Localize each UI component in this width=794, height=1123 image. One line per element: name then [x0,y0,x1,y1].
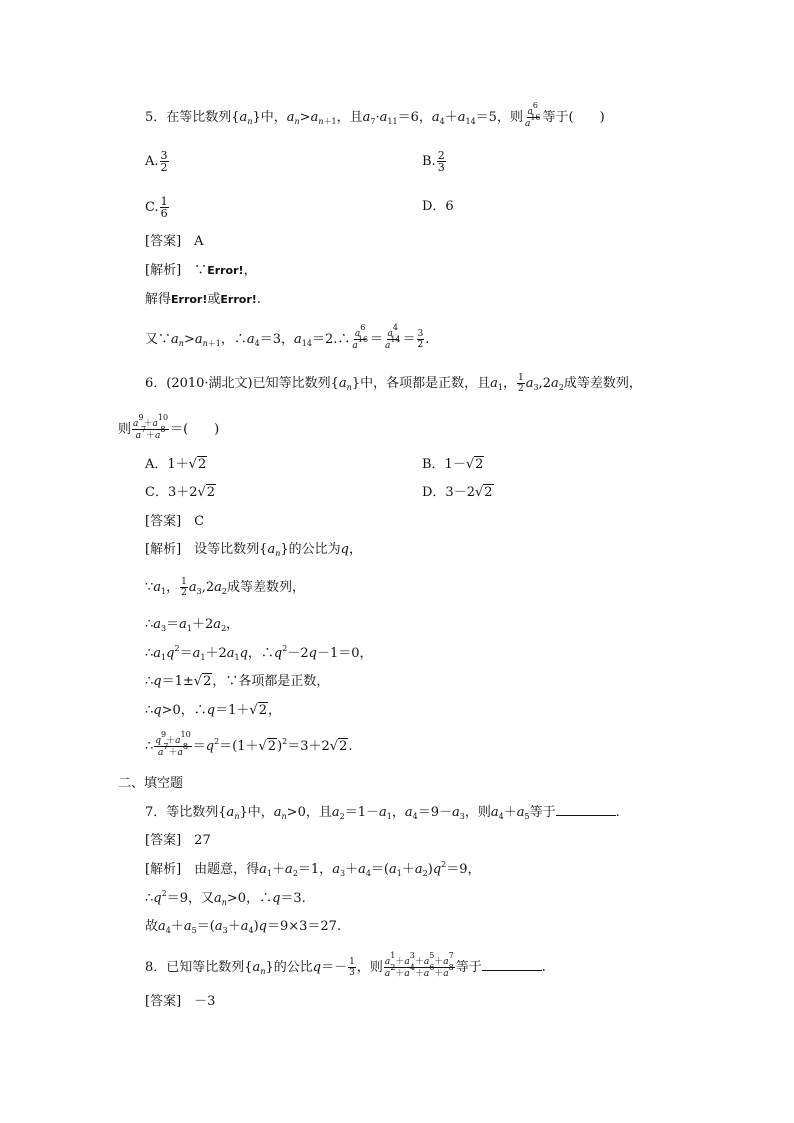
q6-analysis-6: ∴q>0，∴q＝1＋√2， [145,703,281,718]
q6-analysis-4: $\therefore a_1q^2=a_1+2a_1q$，$\therefore q^2-2q-1=0$， [145,644,373,662]
q6-analysis-5: ∴q＝1±√2，∵各项都是正数， [145,674,330,689]
q6-stem: 6．(2010·湖北文)已知等比数列$\{a_n\}$中，各项都是正数，且$a_1$， $\frac{1}{2}$ $a_3,2a_2$成等差数列， [145,373,642,394]
q6-option-d: D．3－2√2 [422,485,493,500]
q5-analysis-2: 解得Error!或Error!. [145,292,261,307]
q6-option-b: B．1－√2 [422,457,484,472]
q6-analysis-1: [解析] 设等比数列$\{a_n\}$的公比为q， [145,542,362,558]
q5-stem [145,101,605,129]
q8-stem: 8．已知等比数列$\{a_n\}$的公比q＝－ $\frac{1}{3}$ ，则 $\frac{a^1+a^3+a^5+a^7}{a^2+a^4+a^6+a^8}$ 等于 . [145,951,546,979]
q5-option-b: B. $\frac{2}{3}$ [422,149,445,174]
q7-analysis-2: $\therefore q^2=9$，又$a_n>0$，∴q＝3. [145,889,306,907]
section-heading: 二、填空题 [118,776,184,791]
q5-analysis-1: [解析] ∵Error!， [145,263,257,278]
q5-option-d: D．6 [422,199,454,214]
q6-ask: 则 $\frac{a^9+a^{10}}{a^7+a^8}$ ＝( ) [118,413,220,441]
q8-blank[interactable] [482,960,542,971]
q6-analysis-3: $\therefore a_3=a_1+2a_2$， [145,617,240,633]
q7-analysis-3: 故$a_4+a_5=(a_3+a_4)q=9\times 3=27$. [145,919,342,935]
q5-option-c: C. $\frac{1}{6}$ [145,195,168,220]
q6-analysis-7: ∴ $\frac{q^9+a^{10}}{a^7+a^8}$ $=q^2=(1+√2)^2=3+2√2$. [145,730,353,758]
q5-option-a: A. $\frac{3}{2}$ [145,149,168,174]
q5-analysis-3: 又$\because a_n>a_{n+1}$，$\therefore a_4=3$，$a_{14}=2.\therefore$ $\frac{a^6}{a^{16}}$ ＝ $\frac{a^4}{a^{14}}$ ＝ $\frac{3}{2}$ . [145,323,430,351]
q6-analysis-2: $\because a_1$， $\frac{1}{2}$ $a_3,2a_2$成等差数列， [145,577,306,598]
q7-answer: [答案] 27 [145,833,211,848]
q6-option-c: C．3＋2√2 [145,485,216,500]
q8-answer: [答案] －3 [145,994,216,1009]
q6-answer: [答案] C [145,514,205,529]
q7-blank[interactable] [556,805,616,816]
q5-stem-text: 5．在等比数列$\{a_n\}$中，$a_n>a_{n+1}$，且$a_7\cdot a_{11}=6$，$a_4+a_{14}=5$，则 $\frac{a^6}{a^{16}}$ 等于( ) [145,101,605,129]
q6-option-a: A．1＋√2 [145,457,207,472]
q7-stem: 7．等比数列$\{a_n\}$中，$a_n>0$，且$a_2=1-a_1$，$a_4=9-a_3$，则$a_4+a_5$等于 . [145,805,620,821]
q5-answer: [答案] A [145,234,204,249]
q7-analysis-1: [解析] 由题意，得$a_1+a_2=1$，$a_3+a_4=(a_1+a_2)q^2=9$， [145,860,481,878]
